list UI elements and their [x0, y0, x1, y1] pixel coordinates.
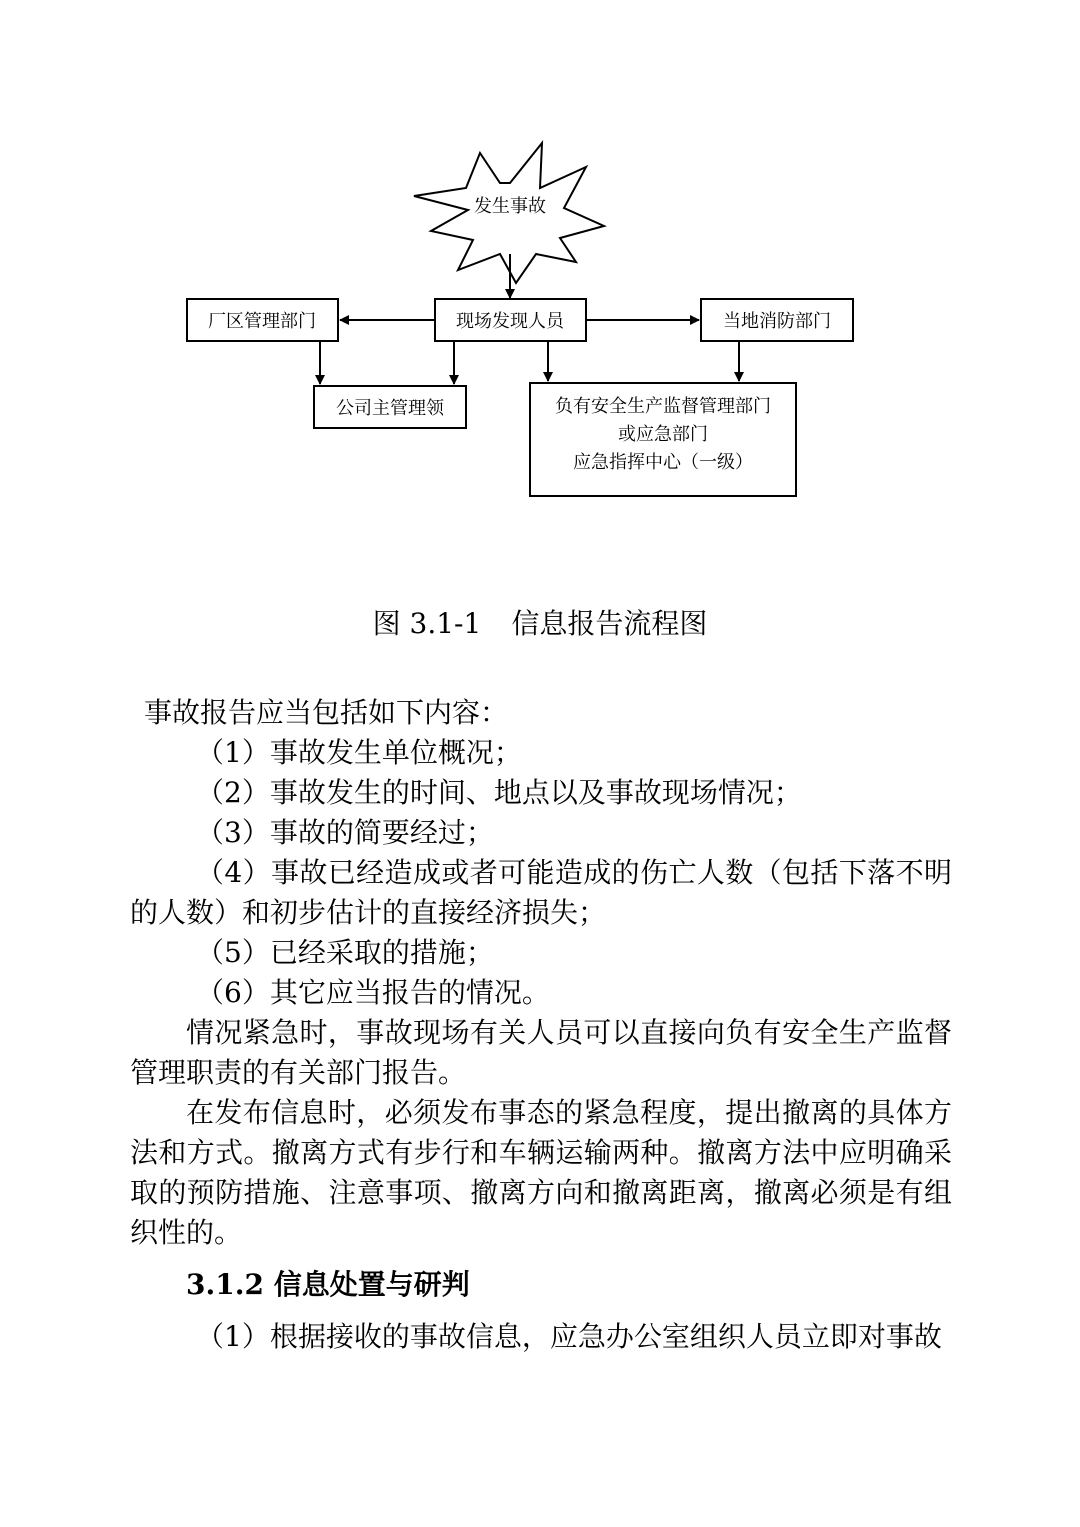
- paragraph-emergency-report: 情况紧急时，事故现场有关人员可以直接向负有安全生产监督管理职责的有关部门报告。: [130, 1016, 952, 1089]
- paragraph-evacuation: 在发布信息时，必须发布事态的紧急程度，提出撤离的具体方法和方式。撤离方式有步行和车辆运输两种。撤离方法中应明确采取的预防措施、注意事项、撤离方向和撤离距离，撤离必须是有组织性的。: [130, 1096, 952, 1249]
- report-item-6: （6）其它应当报告的情况。: [196, 976, 550, 1009]
- report-item-2: （2）事故发生的时间、地点以及事故现场情况；: [196, 776, 802, 809]
- document-body: [130, 693, 952, 1357]
- supervision-dept-line-1: 负有安全生产监督管理部门: [555, 396, 771, 417]
- flowchart-diagram: [0, 0, 1080, 560]
- report-item-1: （1）事故发生单位概况；: [196, 736, 522, 769]
- paragraph-info-handling: （1）根据接收的事故信息，应急办公室组织人员立即对事故: [196, 1320, 942, 1353]
- report-item-3: （3）事故的简要经过；: [196, 816, 494, 849]
- supervision-dept-line-2: 或应急部门: [618, 424, 708, 445]
- section-heading: 3.1.2 信息处置与研判: [186, 1268, 470, 1301]
- report-item-4: （4）事故已经造成或者可能造成的伤亡人数（包括下落不明的人数）和初步估计的直接经济损失；: [130, 856, 952, 929]
- report-intro: 事故报告应当包括如下内容：: [144, 696, 509, 729]
- company-leader-label: 公司主管理领: [336, 398, 444, 419]
- local-fire-dept-label: 当地消防部门: [723, 311, 831, 332]
- accident-burst-label: 发生事故: [474, 196, 546, 217]
- discoverer-label: 现场发现人员: [456, 311, 564, 332]
- factory-dept-label: 厂区管理部门: [208, 311, 316, 332]
- figure-title: 信息报告流程图: [511, 607, 708, 640]
- supervision-dept-line-3: 应急指挥中心（一级）: [573, 452, 753, 473]
- report-item-5: （5）已经采取的措施；: [196, 936, 494, 969]
- figure-label: 图 3.1-1: [372, 607, 482, 640]
- figure-caption: [0, 602, 1080, 646]
